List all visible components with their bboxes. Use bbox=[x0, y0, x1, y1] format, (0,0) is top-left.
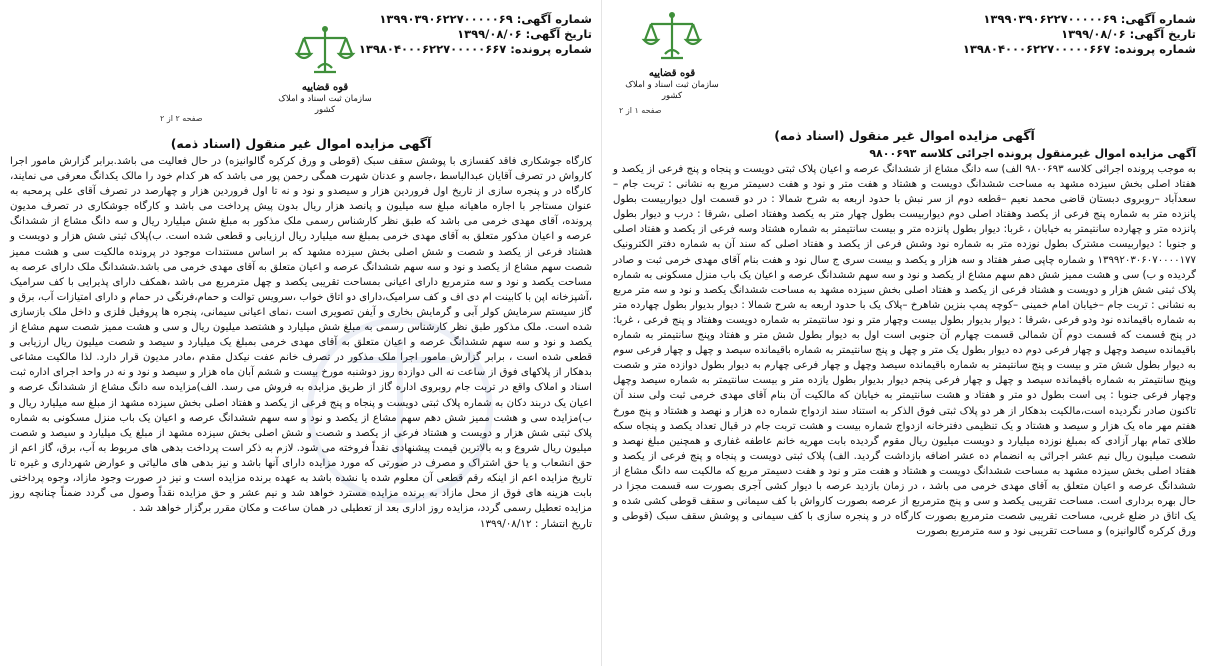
ad-number: شماره آگهی: ۱۳۹۹۰۳۹۰۶۲۲۷۰۰۰۰۰۶۹ bbox=[379, 12, 592, 26]
page-header bbox=[10, 6, 592, 124]
ad-meta bbox=[963, 12, 1196, 57]
file-number: شماره پرونده: ۱۳۹۸۰۴۰۰۰۶۲۲۷۰۰۰۰۰۶۶۷ bbox=[962, 42, 1196, 56]
ad-meta bbox=[359, 12, 592, 57]
emblem-subtitle: سازمان ثبت اسناد و املاک کشور bbox=[278, 94, 372, 115]
page-number: صفحه ۱ از ۲ bbox=[619, 106, 662, 115]
publish-date: تاریخ انتشار : ۱۳۹۹/۰۸/۱۲ bbox=[479, 518, 592, 531]
document-page-2 bbox=[0, 0, 600, 666]
document-body: کارگاه جوشکاری فاقد کفسازی با پوشش سقف سبک (قوطی و ورق کرکره گالوانیزه) در حال فعالیت می باشد.برابر گزارش مامور اجرا کارواش در تصرف آقایان عبدالباسط ،جاسم و عدنان شهرت همگی رحمن پور می باشد که هر کدام خود را مالک یکدانگ معرفی می نمایند، کارگاه در و پنجره سازی از تاریخ اول فروردین هزار و سیصدو و نود و نه تا اول فروردین هزار و چهارصد در تصرف آقای علی پرمحبه به عنوان مستاجر با اجاره ماهیانه مبلغ سه میلیون و پانصد هزار ریال بدون پیش پرداخت می باشد و کارگاه جوشکاری در تصرف مدیون پرونده، آقای مهدی خرمی می باشد که طبق نظر کارشناس رسمی ملک مذکور به مبلغ شش میلیارد ریال و سه دانگ مشاع از ششدانگ عرصه و اعیان مذکور متعلق به آقای مهدی خرمی بمبلغ سه میلیارد ریال ارزیابی و قطعی شده است. ب)پلاک ثبتی شش هزار و دویست و هشتاد فرعی از یکصد و شصت و شش اصلی بخش سیزده مشهد که بر اساس مستندات موجود در پرونده مالکیت سی و هشت ممیز شصت سهم مشاع از یکصد و نود و سه سهم ششدانگ عرصه و اعیان متعلق به آقای مهدی خرمی می باشد.ششدانگ ملک دارای عرصه به مساحت یکصد و نود و سه مترمربع دارای اعیانی بمساحت تقریبی یکصد و چهل مترمربع می باشد ،همکف دارای پذیرایی با کف سرامیک ،آشپزخانه اپن با کابینت ام دی اف و کف سرامیک،دارای دو اتاق خواب ،سرویس توالت و حمام،فرنگی در حمام و دارای امتیازات آب، برق و گاز سیستم سرمایش کولر آبی و گرمایش بخاری و آیفن تصویری است ،نمای اعیانی سیمانی، پنجره ها پروفیل فلزی و داخل ملک بازسازی شده است. ملک مذکور طبق نظر کارشناس رسمی به مبلغ شش میلیارد و هشتصد میلیون ریال و سی و هشت ممیز شصت سهم مشاع از یکصد و نود و سه سهم ششدانگ عرصه و اعیان متعلق به آقای مهدی خرمی بمبلغ یک میلیارد و سیصد و شصت میلیون ریال ارزیابی و قطعی شده است ، برابر گزارش مامور اجرا ملک مذکور در تصرف خانم عفت نیکدل مقدم ،مادر مدیون قرار دارد. لذا مالکیت مشاعی بدهکار از پلاکهای فوق از ساعت نه الی دوازده روز دوشنبه مورخ بیست و ششم آبان ماه هزار و سیصد و نود و نه در واحد اجرای اداره ثبت اسناد و املاک واقع در تربت جام روبروی اداره گاز از طریق مزایده به فروش می رسد. الف)مزایده سه دانگ مشاع از ششدانگ عرصه و اعیان یک دربند دکان به شماره پلاک ثبتی دویست و پنجاه و پنج فرعی از یکصد و هفتاد اصلی بخش سیزده مشهد از مبلغ سه میلیارد ریال و ب)مزایده سی و هشت ممیز شش دهم سهم مشاع از یکصد و نود و سه سهم ششدانگ عرصه و اعیان یک باب منزل مسکونی به شماره پلاک ثبتی شش هزار و دویست و هشتاد فرعی از یکصد و شصت و شش اصلی بخش سیزده مشهد از مبلغ یک میلیارد و سیصد و شصت میلیون ریال شروع و به بالاترین قیمت پیشنهادی نقداً فروخته می شود. لازم به ذکر است پرداخت بدهی های مربوط به آب، برق، گاز اعم از حق انشعاب و یا حق اشتراک و مصرف در صورتی که مورد مزایده دارای آنها باشد و نیز بدهی های مالیاتی و عوارض شهرداری و غیره تا تاریخ مزایده اعم از اینکه رقم قطعی آن معلوم شده یا نشده باشد به عهده برنده مزایده است و نیز در صورت وجود مازاد، وجوه پرداختی بابت هزینه های فوق از محل مازاد به برنده مزایده مسترد خواهد شد و نیم عشر و حق مزایده نقداً وصول می گردد ضمناً چنانچه روز مزایده تعطیل رسمی گردد، مزایده روز اداری بعد از تعطیلی در همان ساعت و مکان مقرر برگزار خواهد شد . bbox=[10, 156, 592, 515]
document-subtitle: آگهی مزایده اموال غیرمنقول پرونده اجرائی کلاسه ۹۸۰۰۶۹۳ bbox=[869, 147, 1196, 160]
ad-date: تاریخ آگهی: ۱۳۹۹/۰۸/۰۶ bbox=[457, 27, 592, 41]
emblem-title: قوه قضاییه bbox=[648, 68, 696, 79]
ad-date: تاریخ آگهی: ۱۳۹۹/۰۸/۰۶ bbox=[1061, 27, 1196, 41]
document-body: به موجب پرونده اجرائی کلاسه ۹۸۰۰۶۹۳ الف) سه دانگ مشاع از ششدانگ عرصه و اعیان پلاک ثبتی دویست و پنجاه و پنج فرعی از یکصد و هفتاد اصلی بخش سیزده مشهد به مساحت ششدانگ دویست و هشتاد و هفت متر و نود و هفت دسیمتر مربع به نشانی : تربت جام –سعدآباد –روبروی دبستان قاضی محمد نعیم –قطعه دوم از سر نبش با حدود اربعه به شرح شمالا : در دو قسمت اول دیواربیست بطول پانزده متر به شماره پنج فرعی از یکصد وهفتاد اصلی دوم دیواربیست بطول چهار متر به یکصد وهفتاد اصلی ،شرقا : درب و دیوار بطول پانزده متر و چهارده سانتیمتر به خیابان ، غربا: دیوار بطول پانزده متر و بیست سانتیمتر به شماره هشتاد وسه فرعی از یکصد و هفتاد اصلی و جنوبا : دیواربیست مشترک بطول نوزده متر به شماره نود وشش فرعی از یکصد و هفتاد اصلی که سند آن به شماره دفتر الکترونیک ۱۳۹۹۲۰۳۰۶۰۷۰۰۰۰۱۷۷ و شماره چاپی صفر هفتاد و سه هزار و یکصد و بیست سری ج سال نود و هفت بنام آقای مهدی خرمی ثبت و صادر گردیده و ب) سی و هشت ممیز شش دهم سهم مشاع از یکصد و نود و سه سهم ششدانگ عرصه و اعیان یک باب منزل مسکونی به شماره پلاک ثبتی شش هزار و دویست و هشتاد فرعی از یکصد و هفتاد اصلی بخش سیزده مشهد به مساحت ششدانگ یکصد و نود و سه متر مربع به نشانی : تربت جام –خیابان امام خمینی –کوچه پمپ بنزین شاهرخ –پلاک یک با حدود اربعه به شرح شمالا : دیوار بدیوار بطول چهارده متر به شماره باقیمانده نود ودو فرعی ،شرقا : دیوار بدیوار بطول بیست وچهار متر و نود سانتیمتر به شماره دویست وهفتاد و پنج فرعی ، غربا: در پنج قسمت که قسمت دوم آن شمالی قسمت چهارم آن جنوبی است اول به دیوار بطول شش متر و هفتاد وپنج سانتیمتر به شماره باقیمانده سیصد وچهل و چهار فرعی دوم ده دیوار بطول یک متر و چهل و پنج سانتیمتر به شماره باقیمانده سیصد و چهل و چهار فرعی سوم به دیوار بطول شش متر و بیست و پنج سانتیمتر به شماره باقیمانده سیصد وچهل و چهار فرعی چهارم به دیوار بطول دوازده متر و شصت وپنج سانتیمتر به شماره باقیمانده سیصد و چهل و چهار فرعی پنجم دیوار بدیوار بطول یازده متر و بیست سانتیمتر به شماره سیصد وچهل وچهار فرعی جنوبا : پی است بطول دو متر و هفتاد و هشت سانتیمتر به خیابان که مالکیت آن بنام آقای مهدی خرمی ثبت ولی سند آن تاکنون صادر نگردیده است،مالکیت بدهکار از هر دو پلاک ثبتی فوق الذکر به استناد سند ازدواج شماره ده هزار و نهصد و هشتاد و پنج مورخ هفتم مهر ماه یک هزار و سیصد و هشتاد و یک تنظیمی دفترخانه ازدواج شماره بیست و هشت تربت جام در قبال تعداد یکصد و پنجاه سکه طلای تمام بهار آزادی که بمبلغ نوزده میلیارد و دویست میلیون ریال مقوم گردیده بابت مهریه خانم عاطفه غفاری و همچنین مبلغ نهصد و شصت میلیون ریال نیم عشر اجرائی به انضمام ده عشر اضافه بازداشت گردید. الف) پلاک ثبتی دویست و پنجاه و پنج فرعی از یکصد و هفتاد اصلی بخش سیزده مشهد به مساحت ششدانگ دویست و هشتاد و هفت متر و نود و هفت دسیمتر مربع که مالکیت سه دانگ مشاع از ششدانگ عرصه و اعیان متعلق به آقای مهدی خرمی می باشد ، در زمان بازدید عرصه با دیوار کشی آجری بصورت سه قسمت مجزا در حال بهره برداری است. مساحت تقریبی یکصد و سی و پنج مترمربع از عرصه بصورت کارواش با کف سیمانی و سقف قوطی کشی شده و یک اتاق در ضلع غربی، مساحت تقریبی شصت مترمربع بصورت کارگاه در و پنجره سازی با کف سیمانی و پوشش سقف سبک (قوطی و ورق کرکره گالوانیزه) و مساحت تقریبی نود و سه مترمربع بصورت bbox=[613, 164, 1196, 538]
scales-of-justice-icon bbox=[294, 24, 356, 82]
emblem-title: قوه قضاییه bbox=[301, 82, 349, 93]
file-number: شماره پرونده: ۱۳۹۸۰۴۰۰۰۶۲۲۷۰۰۰۰۰۶۶۷ bbox=[358, 42, 592, 56]
page-header bbox=[613, 6, 1196, 124]
document-page-1 bbox=[605, 0, 1208, 666]
page-number: صفحه ۲ از ۲ bbox=[160, 114, 203, 123]
emblem-subtitle: سازمان ثبت اسناد و املاک کشور bbox=[625, 80, 719, 101]
judiciary-emblem bbox=[270, 24, 380, 116]
judiciary-emblem bbox=[617, 10, 727, 102]
document-title: آگهی مزایده اموال غیر منقول (اسناد ذمه) bbox=[774, 128, 1035, 143]
ad-number: شماره آگهی: ۱۳۹۹۰۳۹۰۶۲۲۷۰۰۰۰۰۶۹ bbox=[983, 12, 1196, 26]
page-divider bbox=[601, 0, 602, 666]
document-title: آگهی مزایده اموال غیر منقول (اسناد ذمه) bbox=[170, 136, 432, 151]
scales-of-justice-icon bbox=[641, 10, 703, 68]
